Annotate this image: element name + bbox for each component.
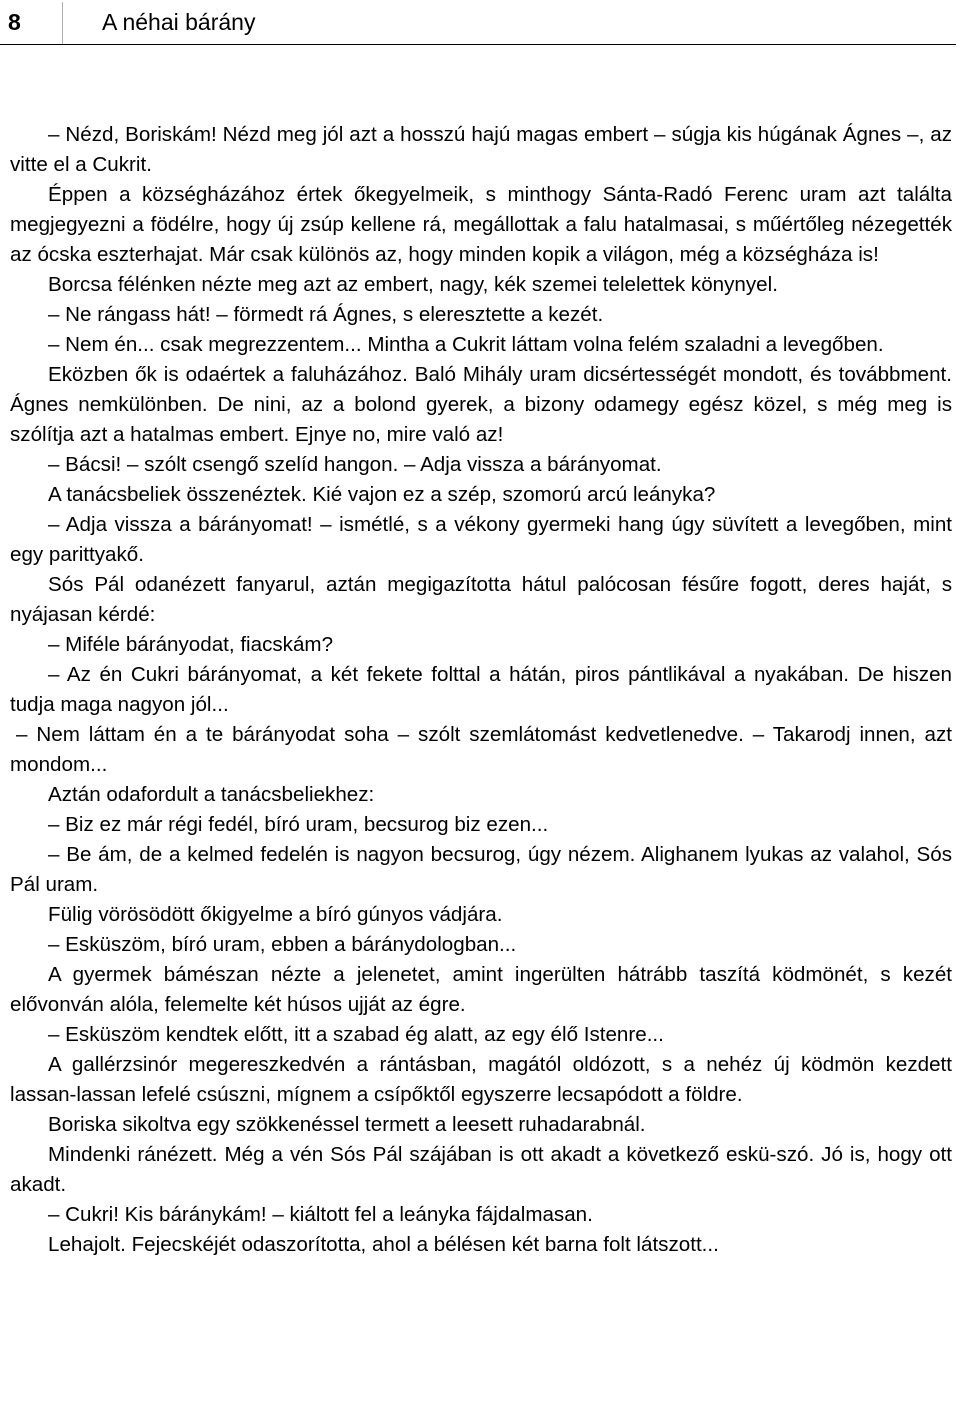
paragraph: Aztán odafordult a tanácsbeliekhez: bbox=[48, 783, 375, 806]
paragraph: – Adja vissza a bárányomat! – ismétlé, s a vékony gyermeki hang úgy süvített a levegőben, mint egy parittyakő. bbox=[10, 513, 952, 566]
chapter-title: A néhai bárány bbox=[102, 9, 256, 35]
page-number: 8 bbox=[8, 9, 21, 35]
paragraph: – Miféle bárányodat, fiacskám? bbox=[48, 633, 334, 656]
paragraph: Lehajolt. Fejecskéjét odaszorította, ahol a bélésen két barna folt látszott... bbox=[48, 1233, 719, 1256]
paragraph: – Nézd, Boriskám! Nézd meg jól azt a hosszú hajú magas embert – súgja kis húgának Ágnes –, az vitte el a Cukrit. bbox=[10, 123, 952, 176]
paragraph: – Ne rángass hát! – förmedt rá Ágnes, s eleresztette a kezét. bbox=[48, 303, 604, 326]
text-body bbox=[10, 120, 952, 1260]
paragraph: – Be ám, de a kelmed fedelén is nagyon becsurog, úgy nézem. Alighanem lyukas az valahol, Sós Pál uram. bbox=[10, 843, 952, 896]
paragraph: – Esküszöm, bíró uram, ebben a báránydologban... bbox=[48, 933, 517, 956]
paragraph: Fülig vörösödött őkigyelme a bíró gúnyos vádjára. bbox=[48, 903, 503, 926]
paragraph: – Esküszöm kendtek előtt, itt a szabad ég alatt, az egy élő Istenre... bbox=[48, 1023, 664, 1046]
paragraph: – Nem én... csak megrezzentem... Mintha a Cukrit láttam volna felém szaladni a levegőben. bbox=[48, 333, 884, 356]
paragraph: – Az én Cukri bárányomat, a két fekete folttal a hátán, piros pántlikával a nyakában. De hiszen tudja maga nagyon jól... bbox=[10, 663, 952, 716]
paragraph: A gallérzsinór megereszkedvén a rántásban, magától oldózott, s a nehéz új ködmön kezdett lassan-lassan lefelé csúszni, mígnem a csípőktől egyszerre lecsapódott a földre. bbox=[10, 1053, 952, 1106]
paragraph: A gyermek bámészan nézte a jelenetet, amint ingerülten hátrább taszítá ködmönét, s kezét elővonván alóla, felemelte két húsos ujját az égre. bbox=[10, 963, 952, 1016]
paragraph: – Cukri! Kis báránykám! – kiáltott fel a leányka fájdalmasan. bbox=[48, 1203, 593, 1226]
paragraph: – Bácsi! – szólt csengő szelíd hangon. – Adja vissza a bárányomat. bbox=[48, 453, 662, 476]
paragraph: Boriska sikoltva egy szökkenéssel termett a leesett ruhadarabnál. bbox=[48, 1113, 646, 1136]
paragraph: Mindenki ránézett. Még a vén Sós Pál szájában is ott akadt a következő eskü-szó. Jó is, hogy ott akadt. bbox=[10, 1143, 952, 1196]
paragraph: – Nem láttam én a te bárányodat soha – szólt szemlátomást kedvetlenedve. – Takarodj innen, azt mondom... bbox=[10, 723, 952, 776]
paragraph: Sós Pál odanézett fanyarul, aztán megigazította hátul palócosan fésűre fogott, deres haját, s nyájasan kérdé: bbox=[10, 573, 952, 626]
paragraph: – Biz ez már régi fedél, bíró uram, becsurog biz ezen... bbox=[48, 813, 549, 836]
paragraph: A tanácsbeliek összenéztek. Kié vajon ez a szép, szomorú arcú leányka? bbox=[48, 483, 716, 506]
header-divider bbox=[62, 2, 63, 44]
paragraph: Éppen a községházához értek őkegyelmeik, s minthogy Sánta-Radó Ferenc uram azt találta megjegyezni a födélre, hogy új zsúp kellene rá, megállottak a falu hatalmasai, s műértőleg nézegették az ócska eszterhajat. Már csak különös az, hogy minden kopik a világon, még a községháza is! bbox=[10, 183, 952, 266]
paragraph: Borcsa félénken nézte meg azt az embert, nagy, kék szemei telelettek könynyel. bbox=[48, 273, 778, 296]
paragraph: Eközben ők is odaértek a faluházához. Baló Mihály uram dicsértességét mondott, és továbbment. Ágnes nemkülönben. De nini, az a bolond gyerek, a bizony odamegy egész közel, s még meg is szólítja azt a hatalmas embert. Ejnye no, mire való az! bbox=[10, 363, 952, 446]
page-header bbox=[0, 0, 956, 45]
